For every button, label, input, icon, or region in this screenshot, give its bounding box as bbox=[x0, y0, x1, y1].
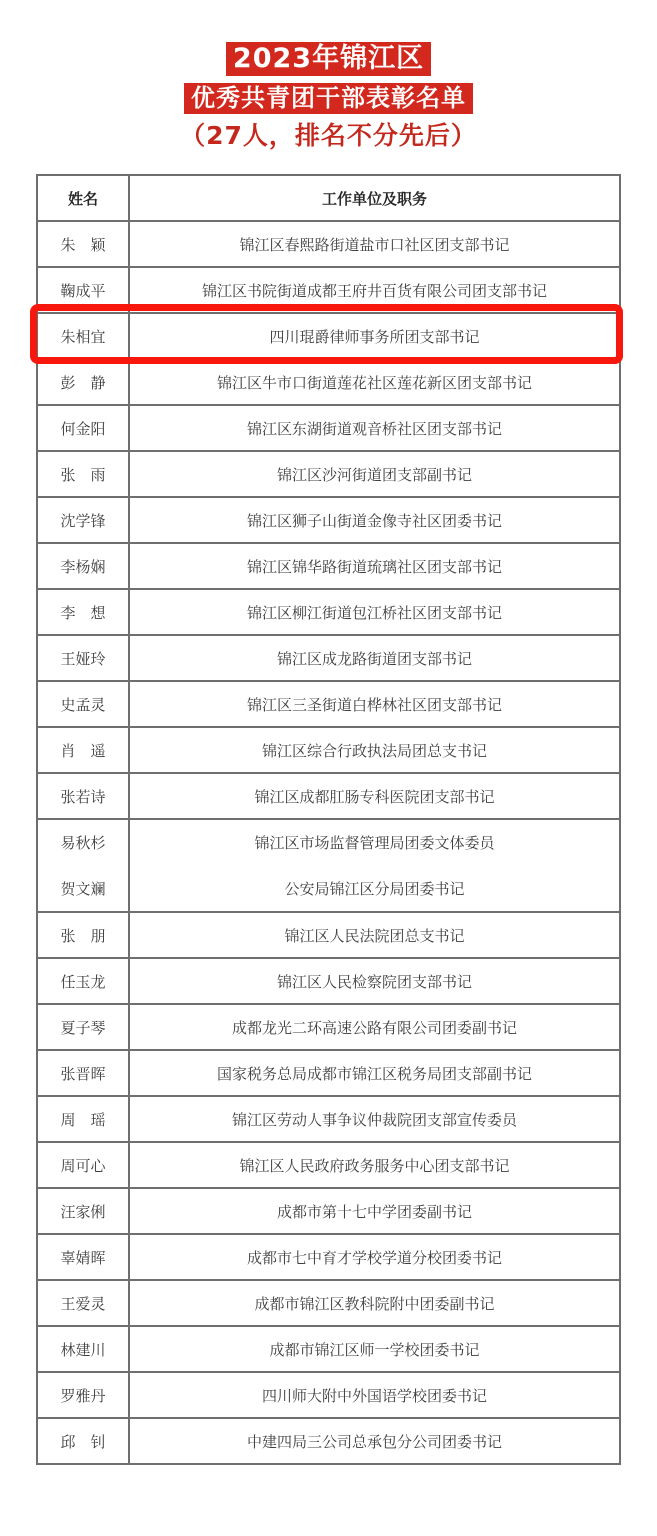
table-row bbox=[37, 819, 620, 912]
title-line-1 bbox=[0, 42, 657, 76]
name-cell: 邱 钊 bbox=[37, 1418, 129, 1464]
name-cell: 王爱灵 bbox=[37, 1280, 129, 1326]
unit-text: 公安局锦江区分局团委书记 bbox=[284, 881, 465, 898]
name-cell: 张晋晖 bbox=[37, 1050, 129, 1096]
unit-cell: 锦江区牛市口街道莲花社区莲花新区团支部书记 bbox=[129, 359, 620, 405]
name-cell: 辜婧晖 bbox=[37, 1234, 129, 1280]
table-row bbox=[37, 1326, 620, 1372]
unit-cell: 锦江区人民法院团总支书记 bbox=[129, 912, 620, 958]
unit-cell: 成都龙光二环高速公路有限公司团委副书记 bbox=[129, 1004, 620, 1050]
name-cell: 沈学锋 bbox=[37, 497, 129, 543]
unit-text: 锦江区市场监督管理局团委文体委员 bbox=[254, 836, 495, 853]
name-cell: 朱相宜 bbox=[37, 313, 129, 359]
name-cell: 任玉龙 bbox=[37, 958, 129, 1004]
unit-cell: 四川师大附中外国语学校团委书记 bbox=[129, 1372, 620, 1418]
table-row bbox=[37, 497, 620, 543]
name-text: 贺文斓 bbox=[60, 881, 106, 898]
unit-cell: 成都市第十七中学团委副书记 bbox=[129, 1188, 620, 1234]
unit-cell: 成都市锦江区师一学校团委书记 bbox=[129, 1326, 620, 1372]
unit-cell: 成都市锦江区教科院附中团委副书记 bbox=[129, 1280, 620, 1326]
unit-cell: 四川琨爵律师事务所团支部书记 bbox=[129, 313, 620, 359]
unit-cell: 锦江区人民政府政务服务中心团支部书记 bbox=[129, 1142, 620, 1188]
name-cell: 罗雅丹 bbox=[37, 1372, 129, 1418]
table-header-row bbox=[37, 175, 620, 221]
name-cell: 张 朋 bbox=[37, 912, 129, 958]
table-row bbox=[37, 1142, 620, 1188]
unit-cell: 锦江区沙河街道团支部副书记 bbox=[129, 451, 620, 497]
table-row bbox=[37, 1280, 620, 1326]
title-line-1-text: 2023年锦江区 bbox=[226, 42, 431, 76]
name-cell: 周 瑶 bbox=[37, 1096, 129, 1142]
name-cell: 李杨娴 bbox=[37, 543, 129, 589]
table-row bbox=[37, 313, 620, 359]
name-text: 易秋杉 bbox=[60, 836, 106, 853]
unit-cell: 锦江区柳江街道包江桥社区团支部书记 bbox=[129, 589, 620, 635]
name-cell: 汪家俐 bbox=[37, 1188, 129, 1234]
table-row bbox=[37, 267, 620, 313]
name-cell: 张 雨 bbox=[37, 451, 129, 497]
table-row bbox=[37, 912, 620, 958]
unit-cell: 锦江区春熙路街道盐市口社区团支部书记 bbox=[129, 221, 620, 267]
unit-cell: 锦江区成都肛肠专科医院团支部书记 bbox=[129, 773, 620, 819]
unit-cell: 锦江区锦华路街道琉璃社区团支部书记 bbox=[129, 543, 620, 589]
unit-cell: 锦江区狮子山街道金像寺社区团委书记 bbox=[129, 497, 620, 543]
unit-cell bbox=[129, 819, 620, 912]
name-cell: 朱 颖 bbox=[37, 221, 129, 267]
table-row bbox=[37, 1418, 620, 1464]
table-row bbox=[37, 1188, 620, 1234]
table-row bbox=[37, 681, 620, 727]
name-cell: 何金阳 bbox=[37, 405, 129, 451]
table-row bbox=[37, 589, 620, 635]
name-cell: 张若诗 bbox=[37, 773, 129, 819]
table-row bbox=[37, 958, 620, 1004]
table-row bbox=[37, 1004, 620, 1050]
title-subtitle: （27人，排名不分先后） bbox=[180, 121, 477, 150]
name-cell: 彭 静 bbox=[37, 359, 129, 405]
header-name: 姓名 bbox=[37, 175, 129, 221]
title-line-2-text: 优秀共青团干部表彰名单 bbox=[184, 83, 473, 114]
table-row bbox=[37, 405, 620, 451]
unit-cell: 锦江区综合行政执法局团总支书记 bbox=[129, 727, 620, 773]
name-cell: 王娅玲 bbox=[37, 635, 129, 681]
table-row bbox=[37, 773, 620, 819]
unit-cell: 成都市七中育才学校学道分校团委书记 bbox=[129, 1234, 620, 1280]
name-cell: 夏子琴 bbox=[37, 1004, 129, 1050]
unit-cell: 锦江区劳动人事争议仲裁院团支部宣传委员 bbox=[129, 1096, 620, 1142]
name-cell: 李 想 bbox=[37, 589, 129, 635]
table-row bbox=[37, 543, 620, 589]
title-line-2 bbox=[0, 83, 657, 114]
name-cell bbox=[37, 819, 129, 912]
unit-cell: 锦江区书院街道成都王府井百货有限公司团支部书记 bbox=[129, 267, 620, 313]
name-cell: 肖 遥 bbox=[37, 727, 129, 773]
roster-table bbox=[36, 174, 621, 1465]
roster-table-wrap bbox=[36, 174, 621, 1465]
table-row bbox=[37, 451, 620, 497]
name-cell: 鞠成平 bbox=[37, 267, 129, 313]
table-row bbox=[37, 221, 620, 267]
title-block bbox=[0, 0, 657, 148]
unit-cell: 锦江区人民检察院团支部书记 bbox=[129, 958, 620, 1004]
table-row bbox=[37, 1234, 620, 1280]
unit-cell: 锦江区三圣街道白桦林社区团支部书记 bbox=[129, 681, 620, 727]
name-cell: 林建川 bbox=[37, 1326, 129, 1372]
unit-cell: 国家税务总局成都市锦江区税务局团支部副书记 bbox=[129, 1050, 620, 1096]
table-row bbox=[37, 1372, 620, 1418]
table-row bbox=[37, 1096, 620, 1142]
table-row bbox=[37, 359, 620, 405]
header-unit: 工作单位及职务 bbox=[129, 175, 620, 221]
table-row bbox=[37, 1050, 620, 1096]
table-row bbox=[37, 727, 620, 773]
table-row bbox=[37, 635, 620, 681]
name-cell: 周可心 bbox=[37, 1142, 129, 1188]
name-cell: 史孟灵 bbox=[37, 681, 129, 727]
unit-cell: 中建四局三公司总承包分公司团委书记 bbox=[129, 1418, 620, 1464]
unit-cell: 锦江区东湖街道观音桥社区团支部书记 bbox=[129, 405, 620, 451]
unit-cell: 锦江区成龙路街道团支部书记 bbox=[129, 635, 620, 681]
